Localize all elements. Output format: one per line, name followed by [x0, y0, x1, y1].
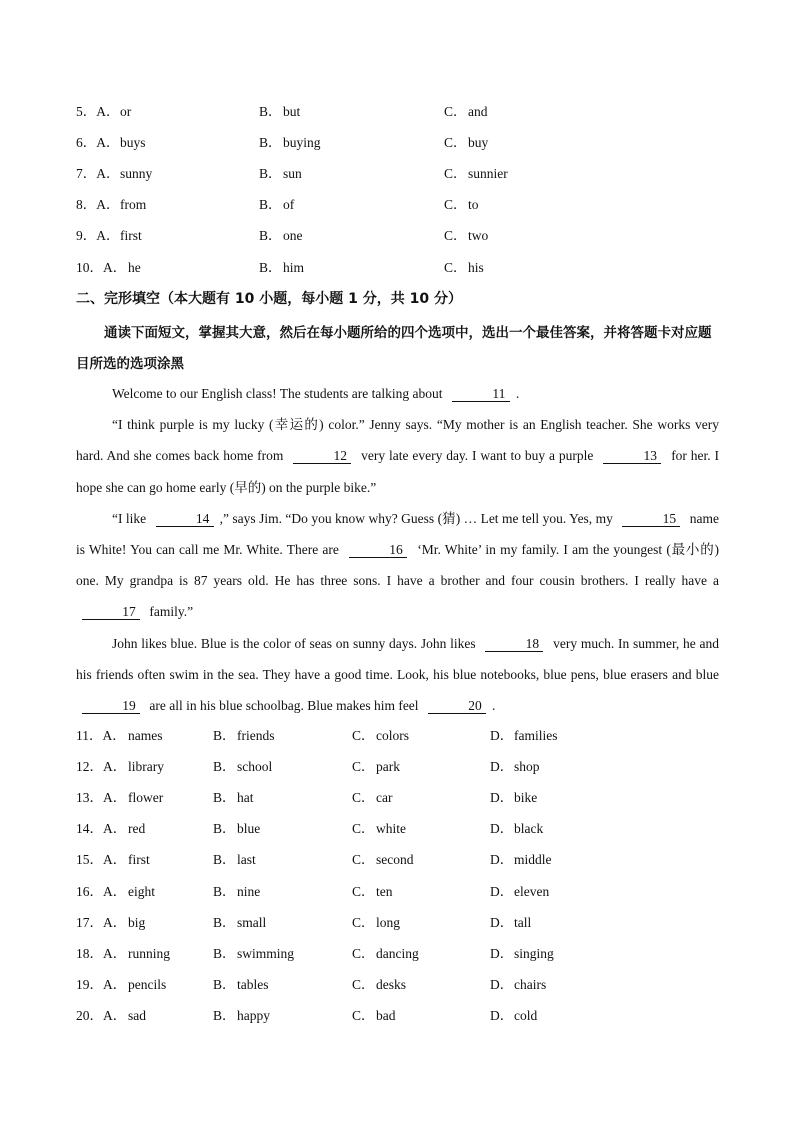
- passage-text: ,” says Jim. “Do you know why? Guess (猜) … Let me tell you. Yes, my: [219, 510, 613, 526]
- blank-12: 12: [293, 448, 351, 464]
- question-number: 6．A．: [76, 135, 120, 150]
- question-number: 16．A．: [76, 884, 127, 899]
- option-a: first: [128, 852, 150, 867]
- blank-20: 20: [428, 698, 486, 714]
- blank-19: 19: [82, 698, 140, 714]
- option-b-label: B．: [213, 790, 236, 805]
- passage-text: very much. In summer, he and his friends often swim in the sea. They have a good time. Look, his blue notebooks, blue pens, blue erasers and blue: [76, 635, 720, 682]
- section-title: 二、完形填空（本大题有 10 小题，每小题 1 分，共 10 分）: [76, 291, 462, 307]
- option-c: buy: [468, 135, 489, 150]
- passage-text: are all in his blue schoolbag. Blue makes him feel: [149, 698, 419, 714]
- option-c: desks: [376, 977, 406, 992]
- option-b-label: B．: [259, 166, 282, 181]
- option-b: swimming: [237, 946, 295, 961]
- option-a: sunny: [120, 166, 153, 181]
- option-a: flower: [128, 790, 164, 805]
- option-b: hat: [237, 790, 254, 805]
- option-b: sun: [283, 166, 302, 181]
- option-b: school: [237, 759, 273, 774]
- passage-text: .: [491, 698, 496, 714]
- passage-text: name is White! You can call me Mr. White. There are: [76, 510, 719, 558]
- passage-text: family.”: [149, 604, 194, 620]
- question-number: 15．A．: [76, 852, 127, 867]
- question-number: 9．A．: [76, 228, 120, 243]
- option-c: his: [468, 260, 484, 275]
- option-a: first: [120, 228, 142, 243]
- option-c: and: [468, 104, 488, 119]
- option-c-label: C．: [444, 228, 467, 243]
- option-d: chairs: [514, 977, 547, 992]
- passage-paragraph: [76, 378, 719, 409]
- option-b: nine: [237, 884, 261, 899]
- passage-paragraph: [76, 409, 719, 503]
- blank-18: 18: [485, 636, 543, 652]
- option-b-label: B．: [259, 197, 282, 212]
- option-c-label: C．: [352, 946, 375, 961]
- option-b-label: B．: [213, 884, 236, 899]
- option-c-label: C．: [444, 104, 467, 119]
- option-a: pencils: [128, 977, 167, 992]
- passage-text: very late every day. I want to buy a purple: [361, 448, 594, 464]
- question-number: 20．A．: [76, 1008, 127, 1023]
- option-c: bad: [376, 1008, 396, 1023]
- option-c-label: C．: [352, 884, 375, 899]
- option-d-label: D．: [490, 977, 514, 992]
- option-b: buying: [283, 135, 321, 150]
- option-a: or: [120, 104, 132, 119]
- option-c-label: C．: [352, 915, 375, 930]
- option-c: dancing: [376, 946, 419, 961]
- option-c: ten: [376, 884, 393, 899]
- option-c-label: C．: [352, 728, 375, 743]
- passage-paragraph: [76, 628, 719, 722]
- option-a: red: [128, 821, 146, 836]
- option-a: sad: [128, 1008, 146, 1023]
- blank-11: 11: [452, 386, 510, 402]
- option-c: car: [376, 790, 393, 805]
- option-c-label: C．: [352, 852, 375, 867]
- option-c-label: C．: [444, 260, 467, 275]
- option-b-label: B．: [259, 135, 282, 150]
- option-d-label: D．: [490, 821, 514, 836]
- option-d-label: D．: [490, 946, 514, 961]
- option-d: cold: [514, 1008, 538, 1023]
- option-d-label: D．: [490, 884, 514, 899]
- option-b: small: [237, 915, 267, 930]
- question-number: 7．A．: [76, 166, 120, 181]
- question-number: 17．A．: [76, 915, 127, 930]
- option-d-label: D．: [490, 790, 514, 805]
- option-b-label: B．: [213, 821, 236, 836]
- option-c: second: [376, 852, 414, 867]
- question-number: 10．A．: [76, 260, 127, 275]
- option-b-label: B．: [259, 260, 282, 275]
- blank-14: 14: [156, 511, 214, 527]
- option-d-label: D．: [490, 852, 514, 867]
- option-d: shop: [514, 759, 540, 774]
- option-c: colors: [376, 728, 409, 743]
- passage-paragraph: [76, 503, 719, 628]
- question-number: 5．A．: [76, 104, 120, 119]
- option-a: names: [128, 728, 163, 743]
- option-d: eleven: [514, 884, 550, 899]
- cloze-passage: [76, 378, 719, 721]
- option-d-label: D．: [490, 728, 514, 743]
- option-a: running: [128, 946, 170, 961]
- passage-text: “I like: [112, 510, 147, 526]
- question-number: 8．A．: [76, 197, 120, 212]
- option-c-label: C．: [352, 821, 375, 836]
- question-number: 12．A．: [76, 759, 127, 774]
- option-b-label: B．: [213, 977, 236, 992]
- option-d: singing: [514, 946, 554, 961]
- passage-text: Welcome to our English class! The students are talking about: [112, 386, 443, 401]
- passage-text: .: [515, 386, 520, 401]
- option-b-label: B．: [259, 104, 282, 119]
- option-b-label: B．: [213, 915, 236, 930]
- option-b: but: [283, 104, 301, 119]
- question-number: 13．A．: [76, 790, 127, 805]
- option-d: tall: [514, 915, 532, 930]
- question-number: 19．A．: [76, 977, 127, 992]
- option-b: one: [283, 228, 303, 243]
- option-b: him: [283, 260, 305, 275]
- passage-text: John likes blue. Blue is the color of seas on sunny days. John likes: [112, 635, 476, 651]
- option-c: park: [376, 759, 400, 774]
- option-b: tables: [237, 977, 269, 992]
- option-d: families: [514, 728, 558, 743]
- passage-text: ‘Mr. White’ in my family. I am the youngest (最小的) one. My grandpa is 87 years old. He has three sons. I have a brother and four cousin brothers. I really have a: [76, 542, 719, 589]
- option-c-label: C．: [352, 1008, 375, 1023]
- option-d-label: D．: [490, 915, 514, 930]
- option-d: bike: [514, 790, 538, 805]
- blank-17: 17: [82, 604, 140, 620]
- option-b-label: B．: [213, 946, 236, 961]
- section-instruction: 通读下面短文，掌握其大意，然后在每小题所给的四个选项中，选出一个最佳答案，并将答题卡对应题目所选的选项涂黑: [76, 325, 712, 372]
- option-a: big: [128, 915, 146, 930]
- blank-15: 15: [622, 511, 680, 527]
- option-b-label: B．: [213, 852, 236, 867]
- option-a: buys: [120, 135, 146, 150]
- option-a: he: [128, 260, 141, 275]
- option-b: blue: [237, 821, 261, 836]
- option-d-label: D．: [490, 759, 514, 774]
- question-number: 14．A．: [76, 821, 127, 836]
- option-b: happy: [237, 1008, 270, 1023]
- blank-13: 13: [603, 448, 661, 464]
- option-c: two: [468, 228, 489, 243]
- passage-text: for her. I hope she can go home early (早的) on the purple bike.”: [76, 448, 720, 495]
- option-c-label: C．: [352, 977, 375, 992]
- option-b-label: B．: [259, 228, 282, 243]
- blank-16: 16: [349, 542, 407, 558]
- option-b-label: B．: [213, 1008, 236, 1023]
- option-b: of: [283, 197, 295, 212]
- option-c-label: C．: [444, 197, 467, 212]
- option-b-label: B．: [213, 759, 236, 774]
- option-c: white: [376, 821, 406, 836]
- passage-text: “I think purple is my lucky (幸运的) color.” Jenny says. “My mother is an English teacher. She works very hard. And she comes back home from: [76, 417, 719, 464]
- option-c-label: C．: [444, 166, 467, 181]
- question-number: 18．A．: [76, 946, 127, 961]
- option-d-label: D．: [490, 1008, 514, 1023]
- option-c-label: C．: [352, 759, 375, 774]
- option-b: last: [237, 852, 256, 867]
- option-a: library: [128, 759, 164, 774]
- option-a: from: [120, 197, 147, 212]
- option-b: friends: [237, 728, 275, 743]
- option-c-label: C．: [352, 790, 375, 805]
- option-d: black: [514, 821, 544, 836]
- option-c: long: [376, 915, 401, 930]
- question-number: 11．A．: [76, 728, 126, 743]
- option-c: sunnier: [468, 166, 508, 181]
- option-c: to: [468, 197, 479, 212]
- option-c-label: C．: [444, 135, 467, 150]
- option-a: eight: [128, 884, 155, 899]
- option-d: middle: [514, 852, 552, 867]
- option-b-label: B．: [213, 728, 236, 743]
